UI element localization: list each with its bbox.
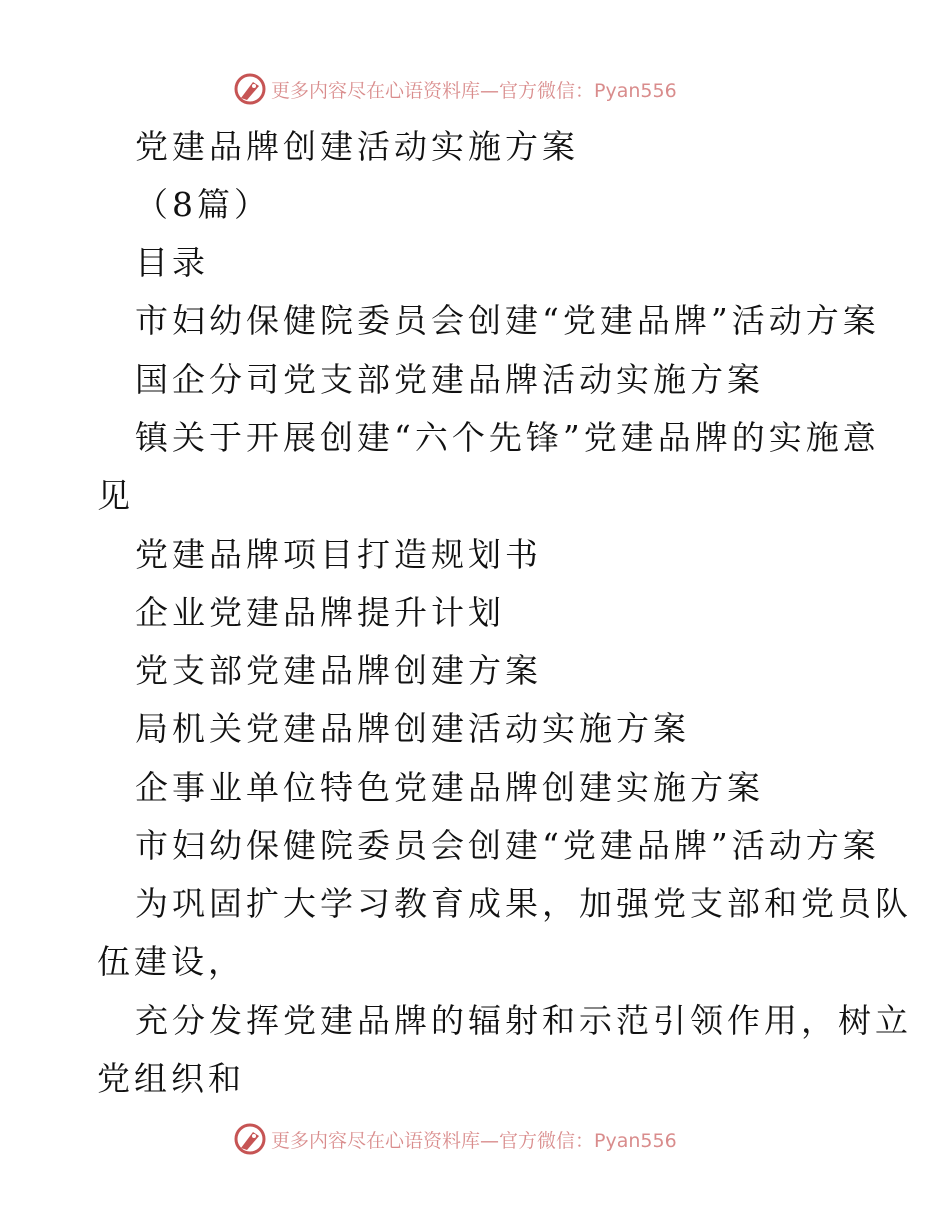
toc-item: 局机关党建品牌创建活动实施方案 xyxy=(135,709,690,748)
toc-item-continued: 见 xyxy=(97,476,134,515)
doc-title-count: （8篇） xyxy=(135,185,271,224)
toc-heading: 目录 xyxy=(135,243,209,282)
body-paragraph-line: 为巩固扩大学习教育成果，加强党支部和党员队 xyxy=(135,884,912,923)
toc-item: 企事业单位特色党建品牌创建实施方案 xyxy=(135,768,764,807)
pen-nib-logo-icon xyxy=(233,1122,267,1156)
watermark-text: 更多内容尽在心语资料库—官方微信：Pyan556 xyxy=(271,79,677,102)
body-paragraph-line: 充分发挥党建品牌的辐射和示范引领作用，树立 xyxy=(135,1001,912,1040)
body-paragraph-line: 伍建设， xyxy=(97,942,245,981)
body-paragraph-line: 党组织和 xyxy=(97,1059,245,1098)
watermark-text: 更多内容尽在心语资料库—官方微信：Pyan556 xyxy=(271,1129,677,1152)
toc-item: 市妇幼保健院委员会创建“党建品牌”活动方案 xyxy=(135,301,880,340)
toc-item: 企业党建品牌提升计划 xyxy=(135,593,505,632)
toc-item: 国企分司党支部党建品牌活动实施方案 xyxy=(135,360,764,399)
toc-item: 党支部党建品牌创建方案 xyxy=(135,651,542,690)
footer-watermark xyxy=(233,1122,733,1156)
section-title: 市妇幼保健院委员会创建“党建品牌”活动方案 xyxy=(135,826,880,865)
toc-item: 镇关于开展创建“六个先锋”党建品牌的实施意 xyxy=(135,418,880,457)
toc-item: 党建品牌项目打造规划书 xyxy=(135,535,542,574)
doc-title: 党建品牌创建活动实施方案 xyxy=(135,127,579,166)
